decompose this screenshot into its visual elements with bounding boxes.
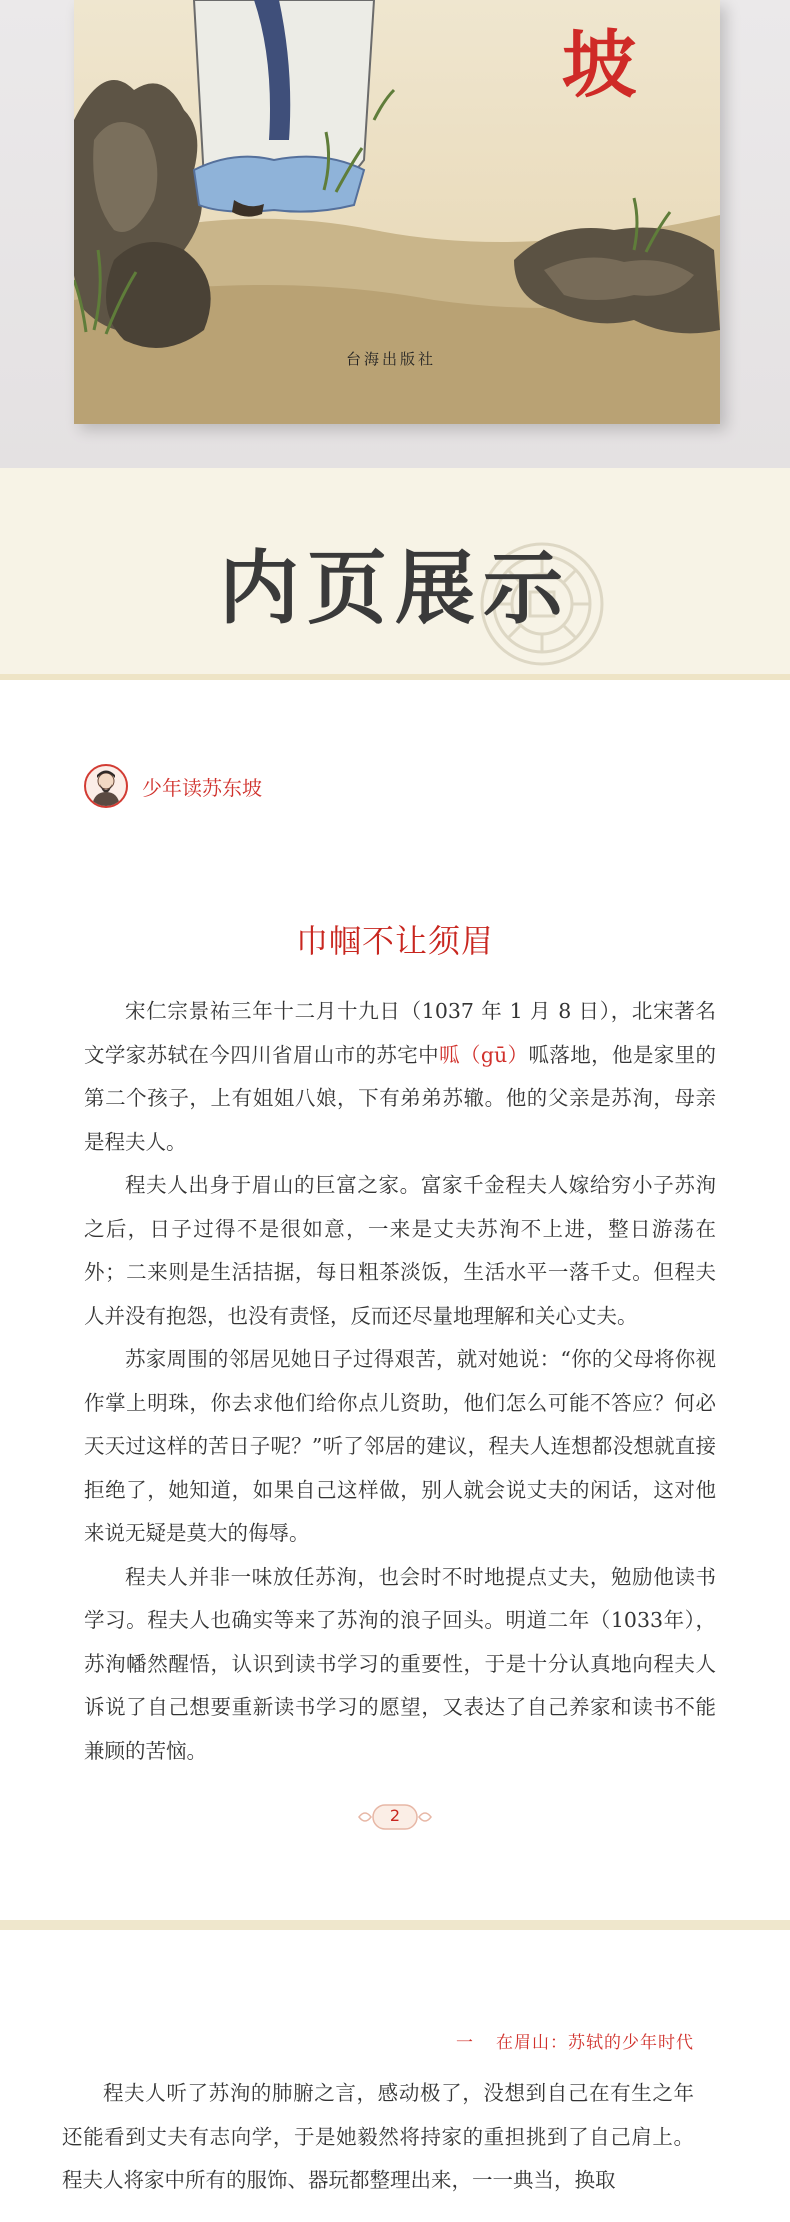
page-number: 2 — [389, 1806, 401, 1825]
cover-title-char: 坡 — [562, 22, 636, 108]
pinyin-annotation: 呱（gū） — [439, 1042, 529, 1067]
cover-section — [0, 0, 790, 468]
paragraph-text: 呱落地，他是家里的第二个孩子，上有姐姐八娘，下有弟弟苏辙。他的父亲是苏洵，母亲是程夫人。 — [84, 1042, 717, 1154]
paragraph: 程夫人并非一味放任苏洵，也会时不时地提点丈夫，勉励他读书学习。程夫人也确实等来了苏洵的浪子回头。明道二年（1033年），苏洵幡然醒悟，认识到读书学习的重要性，于是十分认真地向程夫人诉说了自己想要重新读书学习的愿望，又表达了自己养家和读书不能兼顾的苦恼。 — [84, 1564, 716, 1763]
section-title: 内页展示 — [219, 542, 571, 635]
book-name: 少年读苏东坡 — [142, 775, 262, 800]
paragraph: 程夫人出身于眉山的巨富之家。富家千金程夫人嫁给穷小子苏洵之后，日子过得不是很如意，一来是丈夫苏洵不上进，整日游荡在外；二来则是生活拮据，每日粗茶淡饭，生活水平一落千丈。但程夫人并没有抱怨，也没有责怪，反而还尽量地理解和关心丈夫。 — [84, 1173, 716, 1328]
page-2-body — [84, 990, 716, 1773]
page-3-body — [62, 2072, 694, 2203]
page-divider — [0, 1920, 790, 1930]
paragraph: 苏家周围的邻居见她日子过得艰苦，就对她说：“你的父母将你视作掌上明珠，你去求他们给你点儿资助，他们怎么可能不答应？何必天天过这样的苦日子呢？”听了邻居的建议，程夫人连想都没想就直接拒绝了，她知道，如果自己这样做，别人就会说丈夫的闲话，这对他来说无疑是莫大的侮辱。 — [84, 1347, 716, 1545]
running-head-number: 一 — [456, 2033, 474, 2053]
book-badge — [84, 764, 262, 808]
paragraph — [84, 990, 716, 1164]
cover-publisher: 台海出版社 — [346, 350, 437, 368]
running-head-text: 在眉山：苏轼的少年时代 — [496, 2033, 694, 2053]
author-avatar-icon — [84, 764, 128, 808]
sample-page-3 — [0, 1930, 790, 2222]
page-number-badge — [345, 1804, 445, 1830]
paragraph: 程夫人听了苏洵的肺腑之言，感动极了，没想到自己在有生之年还能看到丈夫有志向学，于是她毅然将持家的重担挑到了自己肩上。程夫人将家中所有的服饰、器玩都整理出来，一一典当，换取 — [62, 2081, 694, 2192]
section-heading-band — [0, 468, 790, 680]
paragraph-text: 宋仁宗景祐三年十二月十九日（1037 年 1 月 8 日），北宋著名文学家苏轼在今四川省眉山市的苏宅中 — [84, 999, 716, 1067]
sample-page-2 — [0, 680, 790, 1920]
chapter-title: 巾帼不让须眉 — [295, 922, 494, 960]
running-head — [456, 2028, 694, 2053]
book-cover-image — [74, 0, 720, 424]
